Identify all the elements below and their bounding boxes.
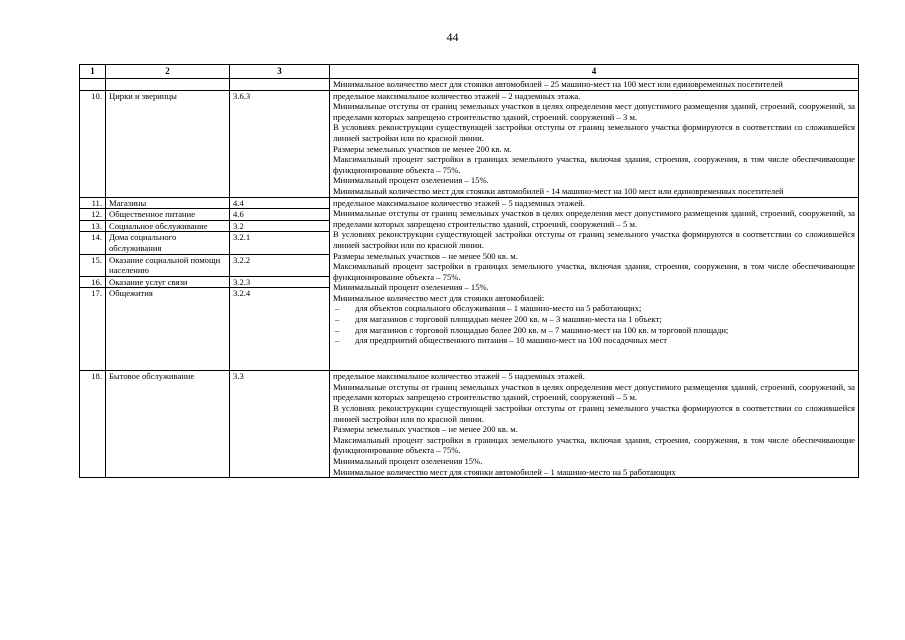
row-number: 13. — [80, 220, 106, 232]
continuation-text: Минимальное количество мест для стоянки автомобилей – 25 машино-мест на 100 мест или единовременных посетителей — [333, 79, 783, 89]
requirement-paragraph: Минимальное количество мест для стоянки автомобилей: — [333, 292, 545, 303]
requirement-paragraph: Максимальный процент застройки в границах земельного участка, включая здания, строения, сооружения, в том числе обеспечивающие функционирование объекта – 75%. — [333, 261, 855, 282]
list-item: – для объектов социального обслуживания – 1 машино-место на 5 работающих; — [333, 303, 855, 314]
use-code: 3.2.2 — [230, 254, 330, 276]
table-row — [80, 371, 859, 478]
column-header-2: 2 — [106, 65, 230, 79]
use-name: Бытовое обслуживание — [106, 371, 230, 478]
column-header-3: 3 — [230, 65, 330, 79]
use-name: Дома социального обслуживания — [106, 232, 230, 254]
list-item: – для предприятий общественного питания – 10 машино-мест на 100 посадочных мест — [333, 335, 855, 346]
requirement-paragraph: Минимальный процент озеленения – 15%. — [333, 282, 489, 293]
use-name: Магазины — [106, 197, 230, 209]
use-code: 3.2.4 — [230, 288, 330, 371]
requirement-paragraph: Минимальный процент озеленения 15%. — [333, 456, 483, 467]
requirement-paragraph: предельное максимальное количество этажей – 2 надземных этажа. — [333, 90, 581, 101]
use-name: Общежития — [106, 288, 230, 371]
requirement-paragraph: Минимальные отступы от границ земельных участков в целях определения мест допустимого размещения зданий, строений, сооружений, за пределами которых запрещено строительство зданий, строений, сооружений – 5 м. — [333, 381, 855, 403]
requirement-paragraph: Максимальный процент застройки в границах земельного участка, включая здания, строения, сооружения, в том числе обеспечивающие функционирование объекта – 75%. — [333, 154, 855, 175]
parking-list — [333, 303, 855, 345]
column-header-4: 4 — [330, 65, 859, 79]
use-name: Оказание услуг связи — [106, 276, 230, 288]
requirement-paragraph: В условиях реконструкции существующей застройки отступы от границ земельного участка формируются в соответствии со сложившейся линией застройки или по красной линии. — [333, 229, 855, 250]
use-code: 3.3 — [230, 371, 330, 478]
requirements-cell — [330, 197, 859, 371]
table-row — [80, 197, 859, 209]
use-code: 4.4 — [230, 197, 330, 209]
use-code: 4.6 — [230, 209, 330, 221]
requirements-cell — [330, 90, 859, 197]
requirement-paragraph: Размеры земельных участков – не менее 500 кв. м. — [333, 250, 518, 261]
requirement-paragraph: Максимальный процент застройки в границах земельного участка, включая здания, строения, сооружения, в том числе обеспечивающие функционирование объекта – 75%. — [333, 434, 855, 456]
requirement-paragraph: Минимальные отступы от границ земельных участков в целях определения мест допустимого размещения зданий, строений, сооружений, за пределами которых запрещено строительство зданий, строений. сооружений – 3 м. — [333, 101, 855, 122]
requirement-paragraph: Минимальные отступы от границ земельных участков в целях определения мест допустимого размещения зданий, строений, сооружений, за пределами которых запрещено строительство зданий, строений, сооружений – 5 м. — [333, 208, 855, 229]
requirements-cell — [330, 371, 859, 478]
use-code: 3.2.3 — [230, 276, 330, 288]
row-number: 16. — [80, 276, 106, 288]
row-number: 14. — [80, 232, 106, 254]
list-item: – для магазинов с торговой площадью менее 200 кв. м – 3 машино-места на 1 объект; — [333, 314, 855, 325]
row-number: 12. — [80, 209, 106, 221]
use-code: 3.2.1 — [230, 232, 330, 254]
requirement-paragraph: Минимальный количество мест для стоянки автомобилей - 14 машино-мест на 100 мест или единовременных посетителей — [333, 185, 784, 196]
requirement-paragraph: Размеры земельных участков не менее 200 кв. м. — [333, 143, 512, 154]
requirement-paragraph: предельное максимальное количество этажей – 5 надземных этажей. — [333, 371, 585, 382]
column-header-1: 1 — [80, 65, 106, 79]
regulations-table — [79, 64, 859, 478]
requirement-paragraph: Минимальный процент озеленения – 15%. — [333, 175, 489, 186]
requirement-paragraph: Минимальное количество мест для стоянки автомобилей – 1 машино-место на 5 работающих — [333, 466, 676, 477]
use-name: Оказание социальной помощи населению — [106, 254, 230, 276]
use-code: 3.6.3 — [230, 90, 330, 197]
requirement-paragraph: Размеры земельных участков – не менее 200 кв. м. — [333, 424, 518, 435]
use-code: 3.2 — [230, 220, 330, 232]
requirement-paragraph: В условиях реконструкции существующей застройки отступы от границ земельного участка формируются в соответствии со сложившейся линией застройки или по красной линии. — [333, 122, 855, 143]
page-number: 44 — [446, 30, 459, 44]
use-name: Общественное питание — [106, 209, 230, 221]
requirement-paragraph: предельное максимальное количество этажей – 5 надземных этажей. — [333, 197, 585, 208]
list-item: – для магазинов с торговой площадью более 200 кв. м – 7 машино-мест на 100 кв. м торговой площади; — [333, 325, 855, 336]
row-number: 18. — [80, 371, 106, 478]
use-name: Цирки и зверинцы — [106, 90, 230, 197]
row-number: 10. — [80, 90, 106, 197]
requirement-paragraph: В условиях реконструкции существующей застройки отступы от границ земельного участка формируются в соответствии со сложившейся линией застройки или по красной линии. — [333, 403, 855, 424]
header-row — [80, 65, 859, 79]
row-number: 17. — [80, 288, 106, 371]
continuation-row — [80, 79, 859, 91]
table-row — [80, 90, 859, 197]
row-number: 15. — [80, 254, 106, 276]
row-number: 11. — [80, 197, 106, 209]
use-name: Социальное обслуживание — [106, 220, 230, 232]
